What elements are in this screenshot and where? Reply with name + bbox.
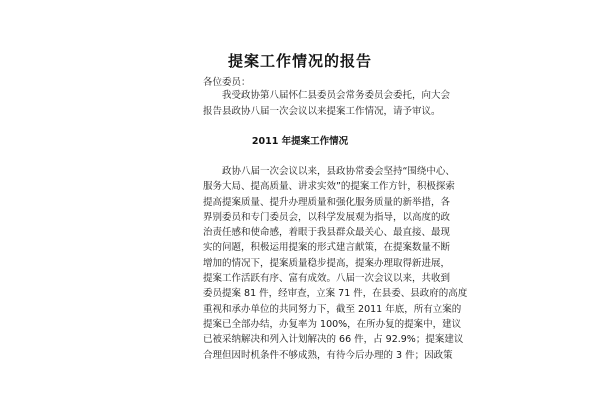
- body-line: 提案工作活跃有序、富有成效。八届一次会议以来，共收到: [203, 273, 451, 285]
- body-line: 界别委员和专门委员会，以科学发展观为指导，以高度的政: [203, 211, 451, 223]
- intro-paragraph: [203, 88, 451, 120]
- body-paragraph: [203, 164, 468, 363]
- body-line: 重视和承办单位的共同努力下，截至 2011 年底，所有立案的: [203, 303, 462, 315]
- intro-line: 我受政协第八届怀仁县委员会常务委员会委托，向大会: [222, 90, 451, 101]
- document-title: 提案工作情况的报告: [227, 52, 372, 70]
- body-line: 治责任感和使命感，着眼于我县群众最关心、最直接、最现: [203, 227, 451, 239]
- body-line: 提高提案质量、提升办理质量和强化服务质量的新举措，各: [203, 196, 451, 208]
- body-line: 提案已全部办结，办复率为 100%，在所办复的提案中，建议: [203, 318, 462, 330]
- body-line: 政协八届一次会议以来，县政协常委会坚持“围绕中心、: [222, 166, 455, 177]
- body-line: 合理但因时机条件不够成熟，有待今后办理的 3 件；因政策: [203, 349, 453, 361]
- body-line: 实的问题，积极运用提案的形式建言献策，在提案数量不断: [203, 242, 451, 254]
- body-line: 已被采纳解决和列入计划解决的 66 件，占 92.9%；提案建议: [203, 334, 464, 346]
- body-line: 服务大局、提高质量、讲求实效”的提案工作方针，积极探索: [203, 181, 455, 193]
- body-line: 委员提案 81 件，经审查，立案 71 件，在县委、县政府的高度: [203, 288, 468, 300]
- body-line: 增加的情况下，提案质量稳步提高，提案办理取得新进展，: [203, 257, 451, 269]
- salutation: 各位委员：: [203, 77, 251, 88]
- section-heading: 2011 年提案工作情况: [251, 136, 349, 147]
- intro-line: 报告县政协八届一次会议以来提案工作情况，请予审议。: [203, 106, 441, 117]
